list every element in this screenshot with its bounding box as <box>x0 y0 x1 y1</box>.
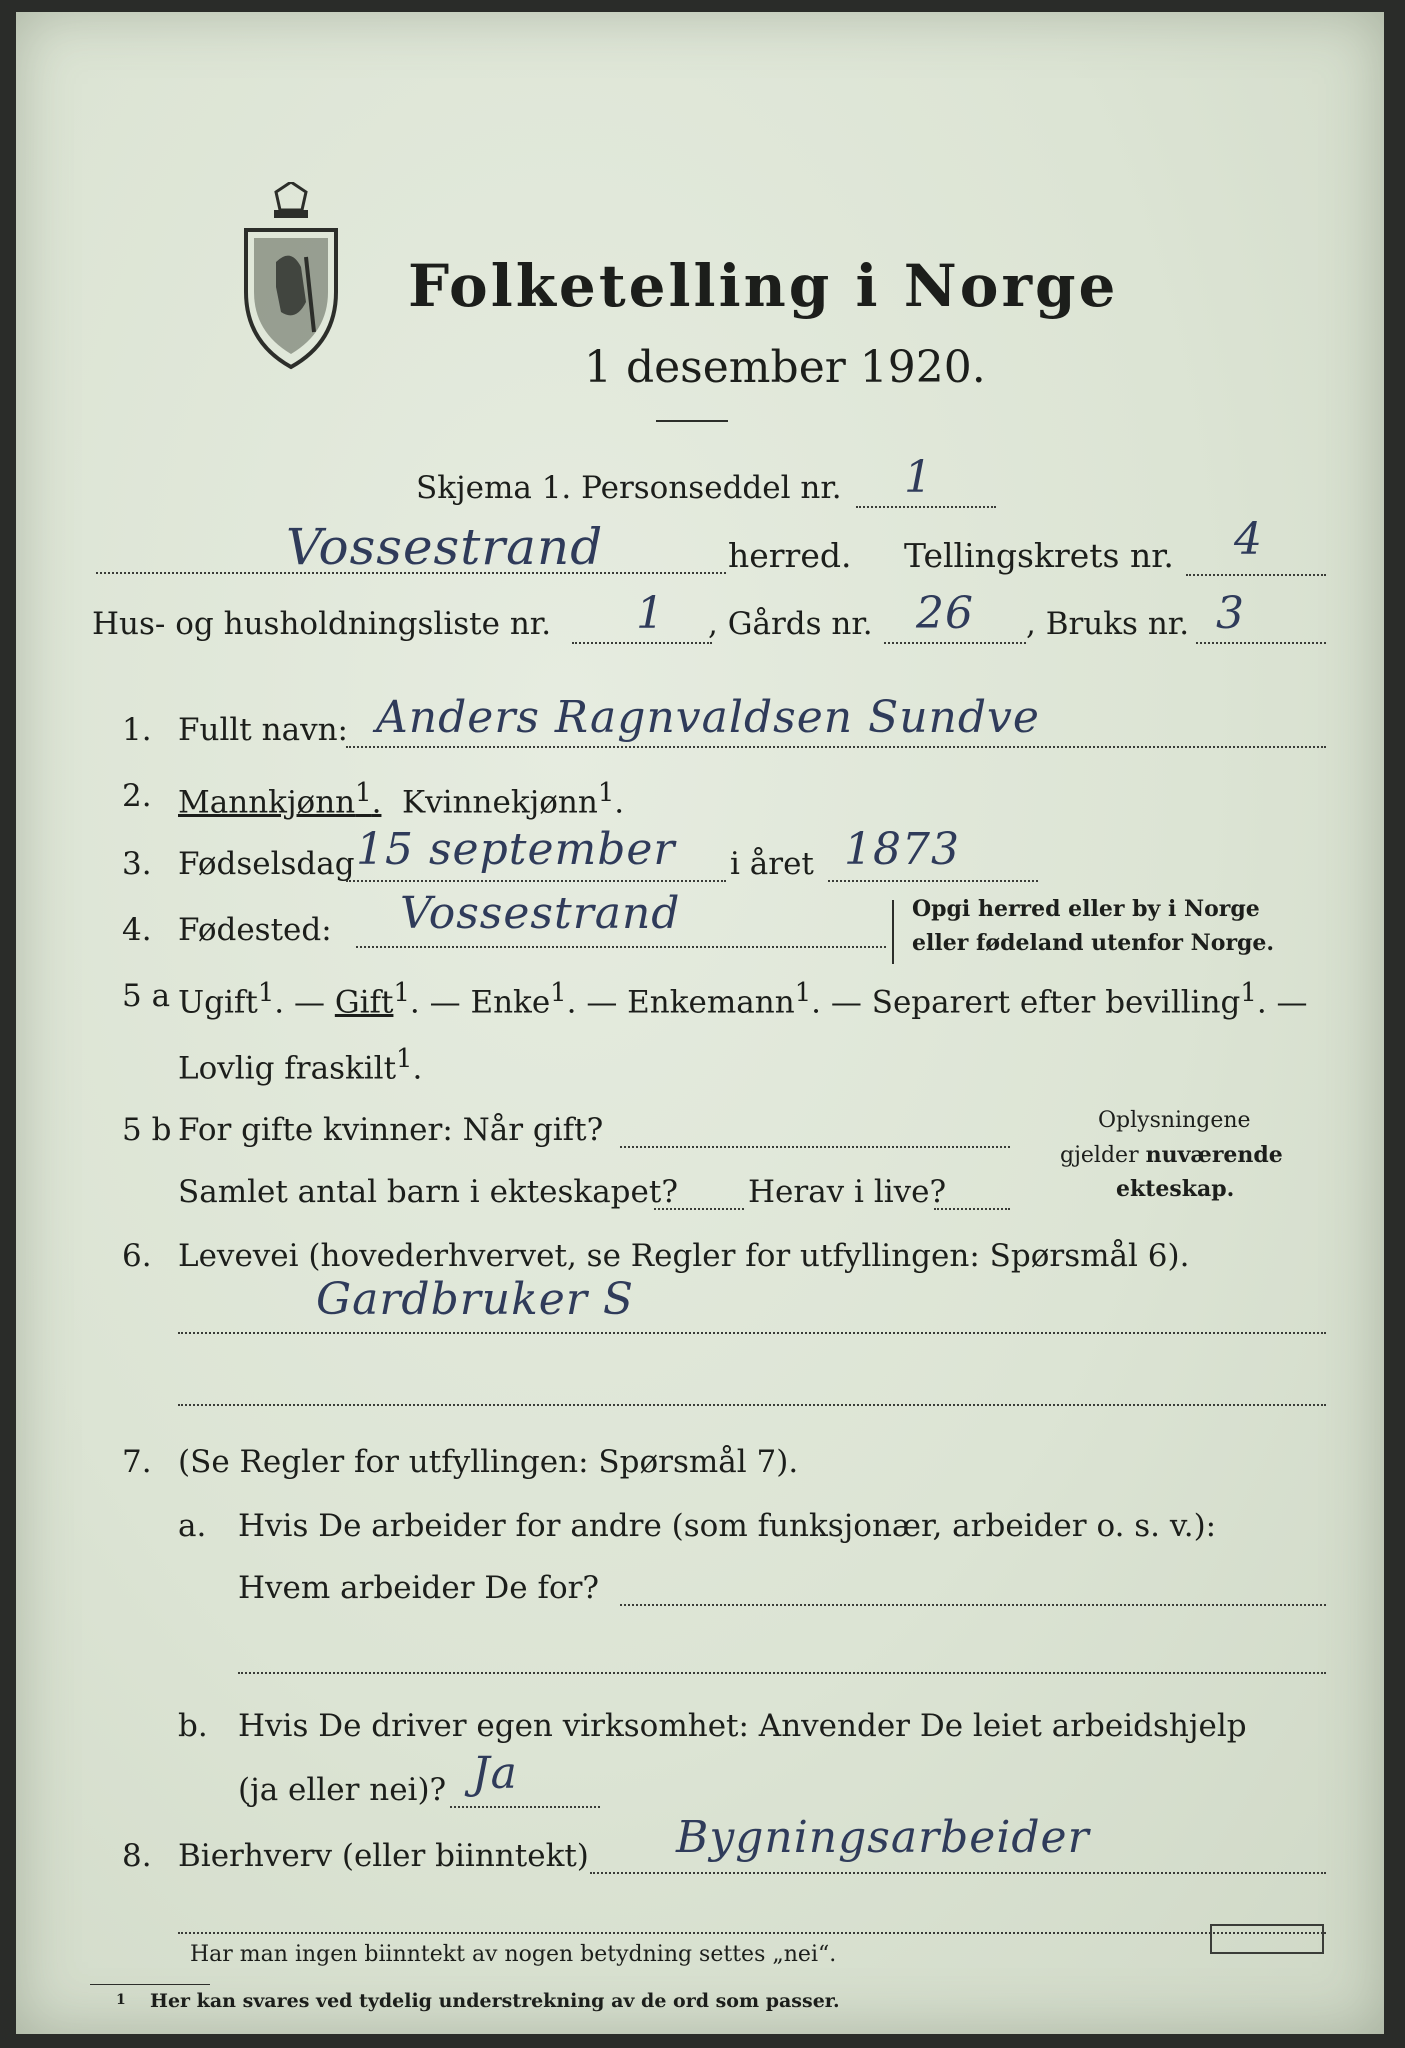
q4-note-line1: Opgi herred eller by i Norge <box>912 896 1260 922</box>
ja-nei-value: Ja <box>472 1748 518 1799</box>
tellingskrets-line <box>1186 574 1326 576</box>
q2-kvinne-text: Kvinnekjønn <box>402 784 598 821</box>
footnote-number: 1 <box>116 1992 126 2008</box>
q4-brace <box>892 900 894 964</box>
q5b-label: For gifte kvinner: Når gift? <box>178 1112 604 1148</box>
gards-nr-value: 26 <box>916 588 974 639</box>
fodested-value: Vossestrand <box>400 888 681 939</box>
q3-day-line <box>346 880 726 882</box>
bruks-nr-value: 3 <box>1216 588 1245 639</box>
q7a-hvem-label: Hvem arbeider De for? <box>238 1570 600 1606</box>
levevei-value: Gardbruker S <box>316 1274 634 1325</box>
q5a-gift: Gift <box>334 984 394 1021</box>
herred-label: herred. <box>728 536 852 575</box>
q5b-barn-label: Samlet antal barn i ekteskapet? <box>178 1174 678 1210</box>
q8-number: 8. <box>122 1838 152 1874</box>
title-divider <box>656 420 728 422</box>
hus-line <box>572 642 712 644</box>
q1-line <box>346 746 1326 748</box>
q1-label: Fullt navn: <box>178 712 348 748</box>
q4-number: 4. <box>122 912 152 948</box>
personseddel-line <box>856 506 996 508</box>
schema-label: Skjema 1. Personseddel nr. <box>416 470 842 506</box>
gards-label: , Gårds nr. <box>708 606 873 642</box>
norway-coat-of-arms-icon <box>236 182 346 372</box>
q7a-letter: a. <box>178 1508 207 1544</box>
q5a-number: 5 a <box>122 978 171 1014</box>
footnote-divider <box>90 1984 210 1985</box>
q5a-separert: Separert efter bevilling <box>871 984 1241 1021</box>
q5b-note-nuvaerende: nuværende <box>1145 1142 1283 1168</box>
q5b-note-line3: ekteskap. <box>1116 1176 1235 1202</box>
q2-mann-text: Mannkjønn <box>178 784 356 821</box>
tellingskrets-nr-value: 4 <box>1234 514 1263 565</box>
q5b-note-line1: Oplysningene <box>1098 1108 1251 1133</box>
q5b-barn-line <box>654 1208 744 1210</box>
q6-label: Levevei (hovederhvervet, se Regler for utfyllingen: Spørsmål 6). <box>178 1238 1190 1274</box>
q5a-lovlig-text: Lovlig fraskilt <box>178 1050 397 1087</box>
q3-aret-label: i året <box>730 846 814 882</box>
q7b-letter: b. <box>178 1708 208 1744</box>
q5a-options: Ugift$^1$. — Gift$^1$. — Enke$^1$. — Enkemann$^1$. — Separert efter bevilling$^1$. — <box>178 978 1308 1021</box>
q5a-enkemann: Enkemann <box>627 984 795 1021</box>
census-date: 1 desember 1920. <box>584 342 986 393</box>
q5b-note-line2 <box>1060 1142 1283 1168</box>
q8-label: Bierhverv (eller biinntekt) <box>178 1838 589 1874</box>
q7a-hvem-line <box>620 1604 1326 1606</box>
q8-line-1 <box>590 1872 1326 1874</box>
bruks-line <box>1196 642 1326 644</box>
q5a-enkemann-mark: 1 <box>794 978 812 1008</box>
hus-nr-value: 1 <box>636 588 665 639</box>
q8-line-2 <box>178 1932 1326 1934</box>
q7a-extra-line <box>238 1672 1326 1674</box>
printer-stamp <box>1210 1924 1324 1954</box>
fodselsdag-value: 15 september <box>356 824 676 875</box>
census-form-sheet <box>16 12 1384 2034</box>
q2-number: 2. <box>122 778 152 814</box>
q7-number: 7. <box>122 1444 152 1480</box>
q6-line-2 <box>178 1404 1326 1406</box>
form-title: Folketelling i Norge <box>408 252 1119 320</box>
fodselsar-value: 1873 <box>844 824 960 875</box>
q2-kvinnekjonn: Kvinnekjønn$^1$. <box>402 778 625 821</box>
footer-note: Har man ingen biinntekt av nogen betydning settes „nei“. <box>190 1942 837 1967</box>
q1-number: 1. <box>122 712 152 748</box>
personseddel-nr-value: 1 <box>904 452 933 503</box>
q4-label: Fødested: <box>178 912 332 948</box>
q3-label: Fødselsdag <box>178 846 355 882</box>
q3-number: 3. <box>122 846 152 882</box>
q5a-lovlig-mark: 1 <box>396 1044 413 1074</box>
q5a-enke-mark: 1 <box>550 978 567 1008</box>
q7b-janei-line <box>450 1806 600 1808</box>
q4-line <box>356 946 886 948</box>
footnote-text: Her kan svares ved tydelig understrekning av de ord som passer. <box>150 1990 840 2012</box>
q5b-live-label: Herav i live? <box>748 1174 947 1210</box>
q7a-label: Hvis De arbeider for andre (som funksjonær, arbeider o. s. v.): <box>238 1508 1217 1544</box>
q3-year-line <box>828 880 1038 882</box>
q5a-gift-mark: 1 <box>393 978 410 1008</box>
q7b-janei-label: (ja eller nei)? <box>238 1772 447 1808</box>
gards-line <box>884 642 1026 644</box>
q5b-note-gjelder: gjelder <box>1060 1143 1139 1168</box>
hus-label: Hus- og husholdningsliste nr. <box>92 606 552 642</box>
q5b-gift-line <box>620 1146 1010 1148</box>
herred-value: Vossestrand <box>286 518 604 576</box>
q7b-label: Hvis De driver egen virksomhet: Anvender De leiet arbeidshjelp <box>238 1708 1247 1744</box>
tellingskrets-label: Tellingskrets nr. <box>904 536 1174 575</box>
q4-note-line2: eller fødeland utenfor Norge. <box>912 930 1275 956</box>
q5a-enke: Enke <box>470 984 551 1021</box>
q5a-lovlig: Lovlig fraskilt$^1$. <box>178 1044 423 1087</box>
q6-line-1 <box>178 1332 1326 1334</box>
bierhverv-value: Bygningsarbeider <box>676 1812 1090 1863</box>
q5a-ugift-mark: 1 <box>257 978 275 1008</box>
q2-mann-footnote-mark: 1 <box>355 778 372 808</box>
fullt-navn-value: Anders Ragnvaldsen Sundve <box>376 692 1040 743</box>
q5b-live-line <box>934 1208 1010 1210</box>
q2-mannkjonn: Mannkjønn$^1$. <box>178 778 382 821</box>
q5a-separert-mark: 1 <box>1240 978 1257 1008</box>
q5a-ugift: Ugift <box>178 984 258 1021</box>
q5b-number: 5 b <box>122 1112 172 1148</box>
q2-kvinne-footnote-mark: 1 <box>597 778 615 808</box>
q7-label: (Se Regler for utfyllingen: Spørsmål 7). <box>178 1444 799 1480</box>
bruks-label: , Bruks nr. <box>1026 606 1190 642</box>
q6-number: 6. <box>122 1238 152 1274</box>
